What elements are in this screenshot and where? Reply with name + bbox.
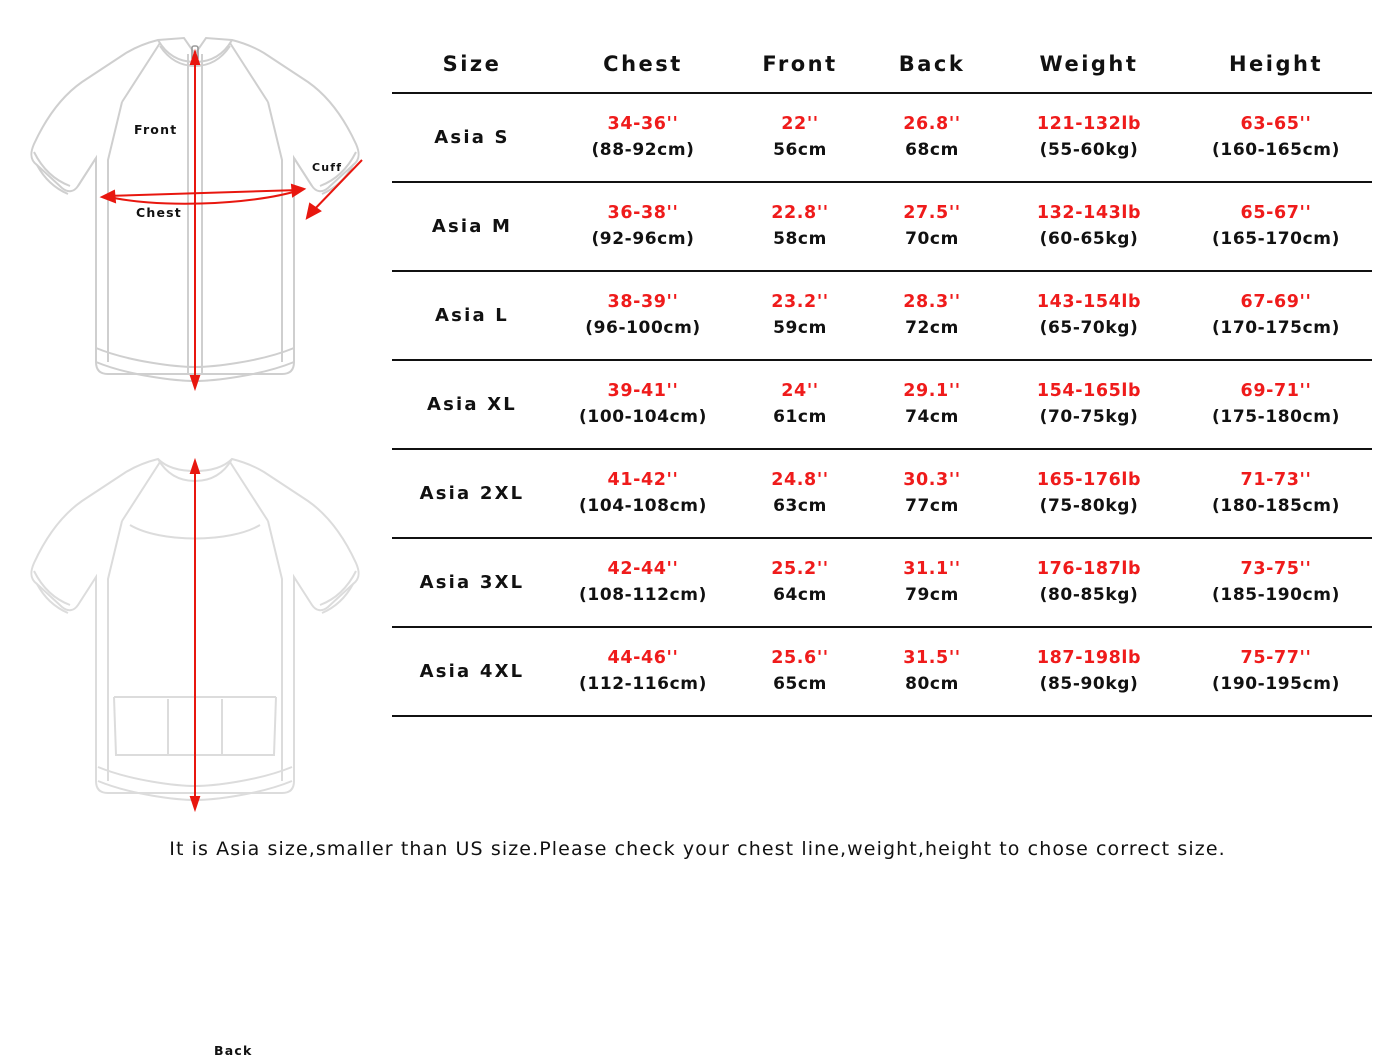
value-metric: 64cm bbox=[773, 585, 827, 606]
value-metric: 77cm bbox=[905, 496, 959, 517]
value-metric: 70cm bbox=[905, 229, 959, 250]
value-imperial: 42-44'' bbox=[607, 558, 679, 579]
measurement-lines-front bbox=[102, 52, 362, 388]
value-metric: 58cm bbox=[773, 229, 827, 250]
table-row bbox=[392, 538, 1372, 627]
value-imperial: 132-143lb bbox=[1036, 202, 1142, 223]
value-imperial: 25.2'' bbox=[771, 558, 829, 579]
cell-chest bbox=[552, 271, 734, 360]
value-metric: (70-75kg) bbox=[1039, 407, 1139, 428]
cell-size: Asia 4XL bbox=[392, 627, 552, 716]
jersey-front-svg bbox=[10, 10, 380, 400]
cuff-label: Cuff bbox=[312, 161, 343, 174]
cell-back bbox=[866, 627, 998, 716]
value-metric: (180-185cm) bbox=[1212, 496, 1340, 517]
size-note: It is Asia size,smaller than US size.Please check your chest line,weight,height to chose correct size. bbox=[169, 838, 1226, 860]
value-imperial: 25.6'' bbox=[771, 647, 829, 668]
cell-back bbox=[866, 360, 998, 449]
cell-height bbox=[1180, 182, 1372, 271]
value-imperial: 22.8'' bbox=[771, 202, 829, 223]
value-metric: 72cm bbox=[905, 318, 959, 339]
cell-chest bbox=[552, 93, 734, 182]
cell-weight bbox=[998, 271, 1180, 360]
column-header-back: Back bbox=[866, 48, 998, 93]
cell-back bbox=[866, 182, 998, 271]
table-row bbox=[392, 449, 1372, 538]
cell-back bbox=[866, 449, 998, 538]
value-metric: (170-175cm) bbox=[1212, 318, 1340, 339]
value-metric: 59cm bbox=[773, 318, 827, 339]
value-imperial: 154-165lb bbox=[1036, 380, 1142, 401]
value-metric: (60-65kg) bbox=[1039, 229, 1139, 250]
value-metric: (108-112cm) bbox=[579, 585, 707, 606]
cell-back bbox=[866, 538, 998, 627]
column-header-height: Height bbox=[1180, 48, 1372, 93]
column-header-front: Front bbox=[734, 48, 866, 93]
value-imperial: 67-69'' bbox=[1240, 291, 1312, 312]
value-metric: 63cm bbox=[773, 496, 827, 517]
table-row bbox=[392, 93, 1372, 182]
value-metric: 61cm bbox=[773, 407, 827, 428]
value-metric: 79cm bbox=[905, 585, 959, 606]
value-metric: (160-165cm) bbox=[1212, 140, 1340, 161]
column-header-chest: Chest bbox=[552, 48, 734, 93]
cell-chest bbox=[552, 449, 734, 538]
value-imperial: 29.1'' bbox=[903, 380, 961, 401]
value-imperial: 41-42'' bbox=[607, 469, 679, 490]
cell-size: Asia XL bbox=[392, 360, 552, 449]
value-metric: (185-190cm) bbox=[1212, 585, 1340, 606]
jersey-front-illustration bbox=[10, 10, 380, 400]
front-label: Front bbox=[134, 122, 178, 137]
cell-front bbox=[734, 360, 866, 449]
cell-chest bbox=[552, 538, 734, 627]
value-metric: 68cm bbox=[905, 140, 959, 161]
table-row bbox=[392, 627, 1372, 716]
cell-front bbox=[734, 182, 866, 271]
cell-size: Asia L bbox=[392, 271, 552, 360]
value-imperial: 143-154lb bbox=[1036, 291, 1142, 312]
value-imperial: 71-73'' bbox=[1240, 469, 1312, 490]
cell-weight bbox=[998, 182, 1180, 271]
cell-back bbox=[866, 93, 998, 182]
cell-weight bbox=[998, 93, 1180, 182]
cell-height bbox=[1180, 538, 1372, 627]
value-imperial: 28.3'' bbox=[903, 291, 961, 312]
jersey-illustrations bbox=[0, 0, 390, 1058]
value-metric: 56cm bbox=[773, 140, 827, 161]
value-imperial: 31.5'' bbox=[903, 647, 961, 668]
cell-height bbox=[1180, 93, 1372, 182]
cell-size: Asia M bbox=[392, 182, 552, 271]
value-imperial: 23.2'' bbox=[771, 291, 829, 312]
value-metric: (190-195cm) bbox=[1212, 674, 1340, 695]
cell-height bbox=[1180, 627, 1372, 716]
cell-chest bbox=[552, 360, 734, 449]
value-imperial: 75-77'' bbox=[1240, 647, 1312, 668]
cell-front bbox=[734, 627, 866, 716]
value-metric: (165-170cm) bbox=[1212, 229, 1340, 250]
value-metric: 80cm bbox=[905, 674, 959, 695]
value-imperial: 30.3'' bbox=[903, 469, 961, 490]
value-metric: (175-180cm) bbox=[1212, 407, 1340, 428]
value-metric: 65cm bbox=[773, 674, 827, 695]
cell-size: Asia 2XL bbox=[392, 449, 552, 538]
value-metric: (88-92cm) bbox=[591, 140, 695, 161]
value-metric: (92-96cm) bbox=[591, 229, 695, 250]
table-row bbox=[392, 182, 1372, 271]
back-label: Back bbox=[214, 1043, 253, 1058]
cell-weight bbox=[998, 538, 1180, 627]
cell-weight bbox=[998, 360, 1180, 449]
column-header-size: Size bbox=[392, 48, 552, 93]
value-metric: (65-70kg) bbox=[1039, 318, 1139, 339]
jersey-back-svg bbox=[10, 425, 380, 825]
measurement-lines-back bbox=[191, 461, 199, 809]
value-metric: (55-60kg) bbox=[1039, 140, 1139, 161]
value-imperial: 121-132lb bbox=[1036, 113, 1142, 134]
cell-height bbox=[1180, 360, 1372, 449]
cell-height bbox=[1180, 449, 1372, 538]
value-metric: (104-108cm) bbox=[579, 496, 707, 517]
value-imperial: 26.8'' bbox=[903, 113, 961, 134]
jersey-back-illustration bbox=[10, 425, 380, 1058]
table-row bbox=[392, 360, 1372, 449]
cell-size: Asia S bbox=[392, 93, 552, 182]
cell-weight bbox=[998, 627, 1180, 716]
value-imperial: 24'' bbox=[781, 380, 819, 401]
value-metric: (75-80kg) bbox=[1039, 496, 1139, 517]
cell-front bbox=[734, 271, 866, 360]
cell-front bbox=[734, 449, 866, 538]
value-imperial: 31.1'' bbox=[903, 558, 961, 579]
value-metric: 74cm bbox=[905, 407, 959, 428]
value-imperial: 22'' bbox=[781, 113, 819, 134]
value-imperial: 63-65'' bbox=[1240, 113, 1312, 134]
value-imperial: 36-38'' bbox=[607, 202, 679, 223]
value-imperial: 176-187lb bbox=[1036, 558, 1142, 579]
cell-front bbox=[734, 538, 866, 627]
cell-height bbox=[1180, 271, 1372, 360]
value-imperial: 65-67'' bbox=[1240, 202, 1312, 223]
cell-back bbox=[866, 271, 998, 360]
value-imperial: 44-46'' bbox=[607, 647, 679, 668]
value-metric: (100-104cm) bbox=[579, 407, 707, 428]
size-chart-table bbox=[392, 48, 1372, 717]
value-imperial: 69-71'' bbox=[1240, 380, 1312, 401]
value-imperial: 39-41'' bbox=[607, 380, 679, 401]
cell-chest bbox=[552, 627, 734, 716]
value-imperial: 34-36'' bbox=[607, 113, 679, 134]
value-imperial: 73-75'' bbox=[1240, 558, 1312, 579]
value-metric: (112-116cm) bbox=[579, 674, 707, 695]
value-metric: (80-85kg) bbox=[1039, 585, 1139, 606]
value-imperial: 27.5'' bbox=[903, 202, 961, 223]
cell-size: Asia 3XL bbox=[392, 538, 552, 627]
column-header-weight: Weight bbox=[998, 48, 1180, 93]
cell-weight bbox=[998, 449, 1180, 538]
table-row bbox=[392, 271, 1372, 360]
value-metric: (96-100cm) bbox=[585, 318, 701, 339]
cell-front bbox=[734, 93, 866, 182]
value-imperial: 187-198lb bbox=[1036, 647, 1142, 668]
value-imperial: 38-39'' bbox=[607, 291, 679, 312]
value-imperial: 24.8'' bbox=[771, 469, 829, 490]
value-imperial: 165-176lb bbox=[1036, 469, 1142, 490]
cell-chest bbox=[552, 182, 734, 271]
table-header-row bbox=[392, 48, 1372, 93]
chest-label: Chest bbox=[136, 205, 182, 220]
value-metric: (85-90kg) bbox=[1039, 674, 1139, 695]
